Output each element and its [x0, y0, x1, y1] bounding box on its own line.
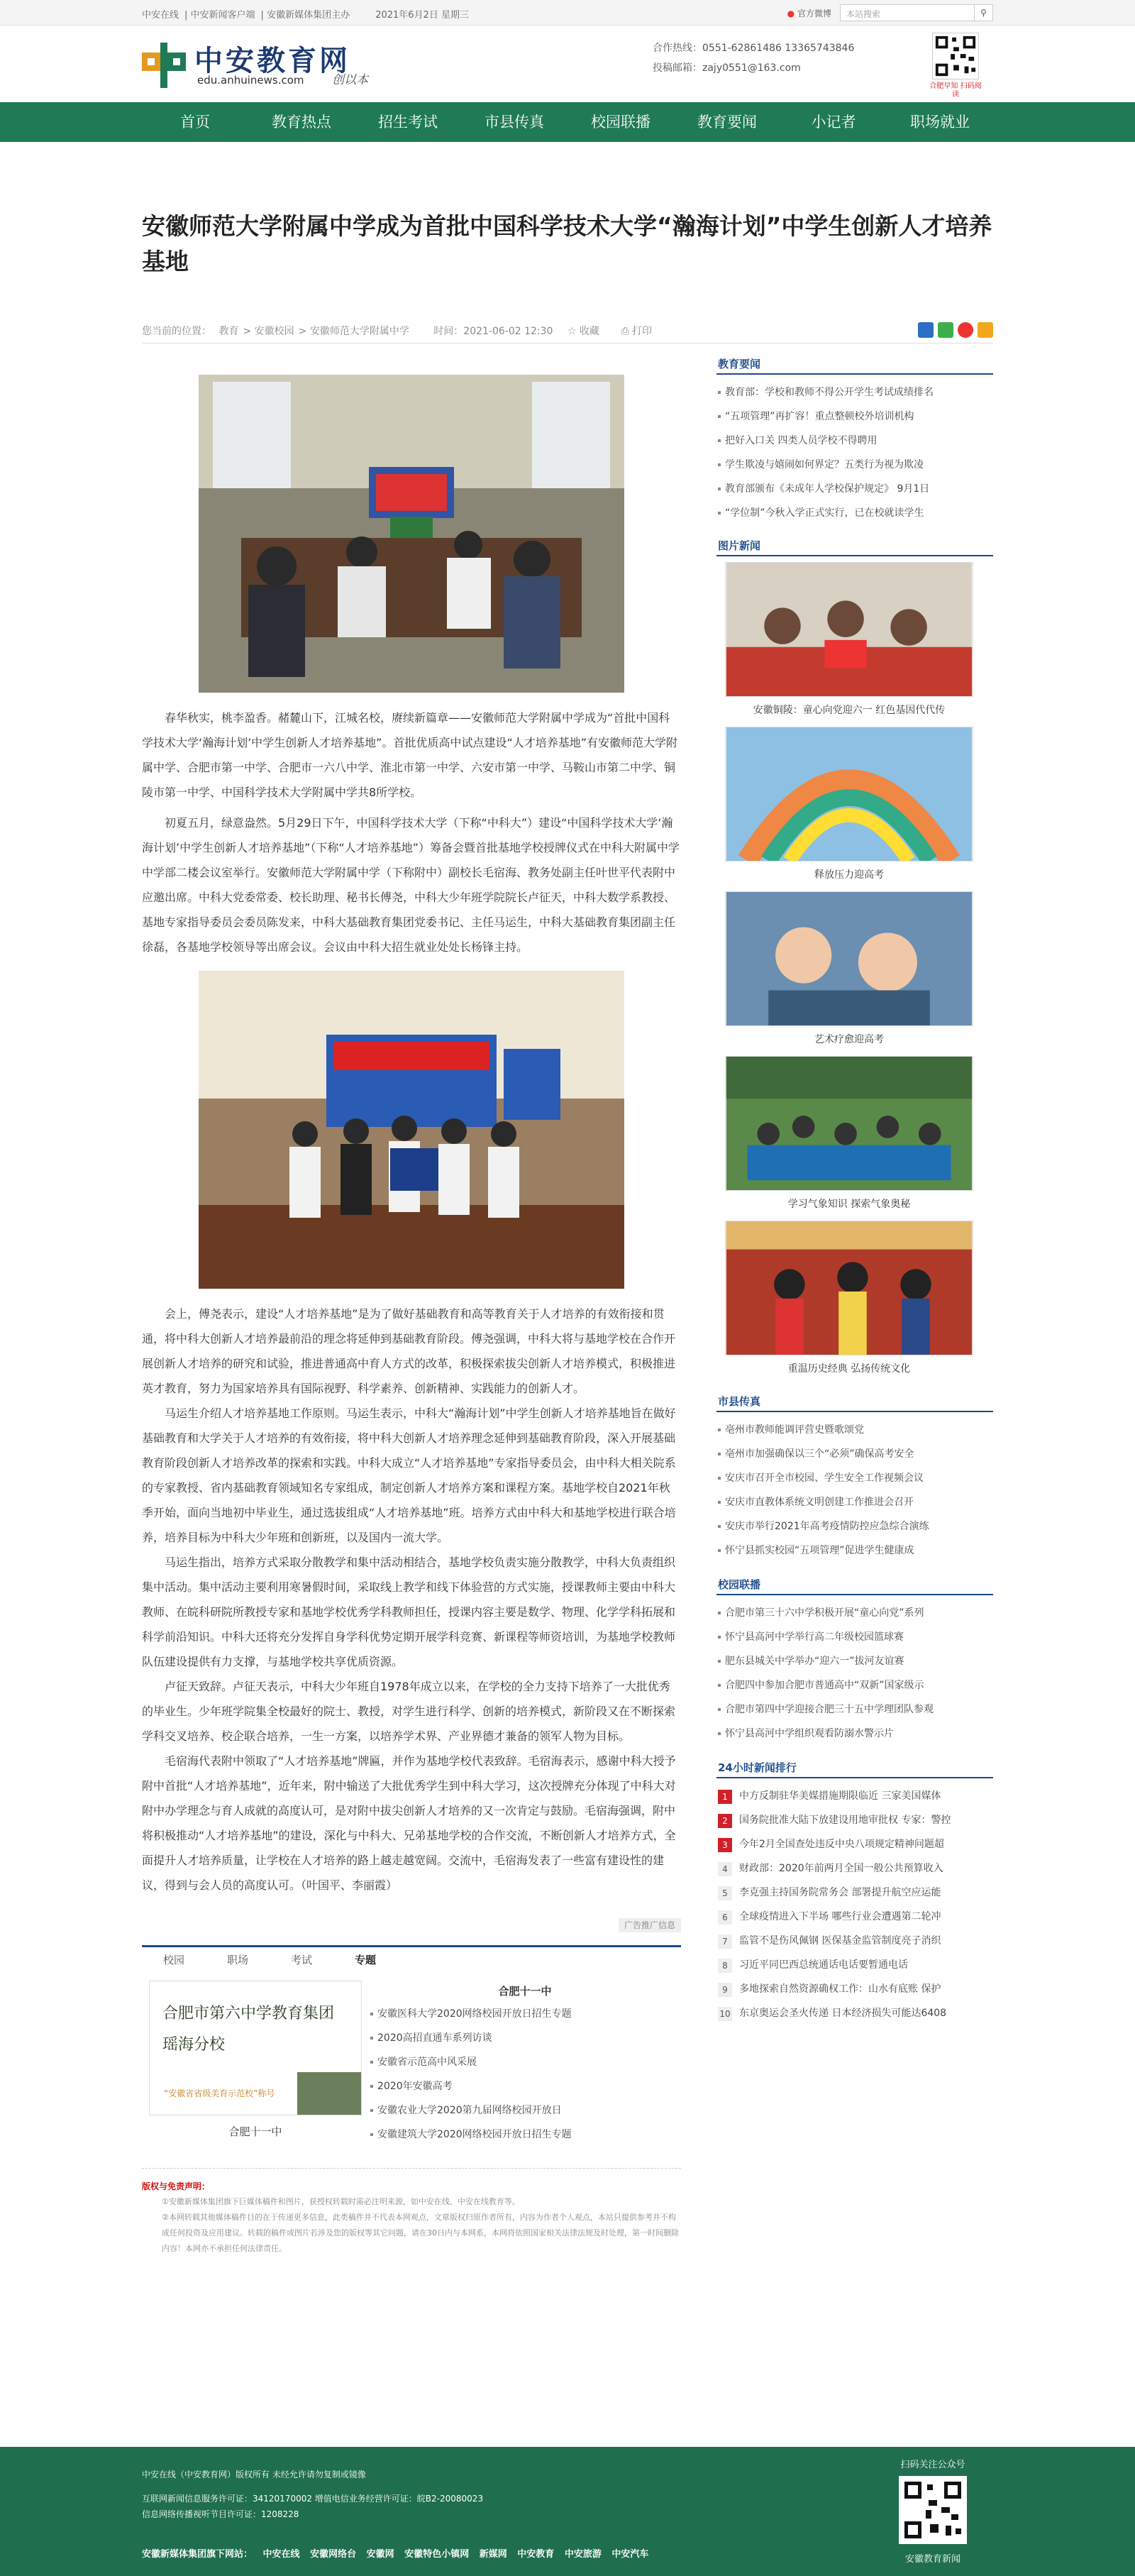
footer-line: 中安在线（中安教育网）版权所有 未经允许请勿复制或镜像 — [142, 2470, 366, 2479]
site-logo[interactable] — [142, 38, 383, 95]
topbar-link-app[interactable]: 中安新闻客户端 — [190, 10, 255, 21]
rank-item[interactable] — [716, 1856, 993, 1881]
pic-news-caption: 艺术疗愈迎高考 — [814, 1034, 884, 1045]
rank-number: 3 — [718, 1838, 732, 1852]
list-item[interactable]: “学位制”今秋入学正式实行，已在校就读学生 — [716, 501, 993, 525]
sidebar-campus-list — [716, 1601, 993, 1746]
special-item[interactable]: 2020高招直通车系列访谈 — [369, 2026, 681, 2050]
article-photo-ceremony — [199, 971, 624, 1289]
rank-number: 10 — [718, 2007, 732, 2021]
crumb-item[interactable]: 教育 — [218, 326, 239, 337]
site-header — [142, 26, 993, 102]
breadcrumb: 您当前的位置： 教育 > 安徽校园 > 安徽师范大学附属中学 时间：2021-06-02 12:30 ☆ 收藏 ⎙ 打印 — [142, 324, 660, 338]
rank-number: 4 — [718, 1862, 732, 1876]
rank-item[interactable] — [716, 1784, 993, 1808]
print-label: 打印 — [632, 326, 653, 337]
qr-code-icon — [932, 33, 979, 79]
share-plus-icon[interactable] — [918, 322, 934, 338]
rank-item[interactable] — [716, 1832, 993, 1856]
footer-link[interactable]: 安徽网 — [366, 2549, 394, 2560]
search-icon[interactable]: ⚲ — [974, 5, 992, 21]
rank-item[interactable] — [716, 2001, 993, 2025]
rank-number: 1 — [718, 1790, 732, 1804]
footer-link[interactable]: 中安旅游 — [564, 2549, 602, 2560]
site-domain: edu.anhuinews.com — [197, 74, 304, 87]
tab-career[interactable]: 职场 — [226, 1954, 248, 1966]
qr-caption: 合肥早知 扫码阅读 — [929, 82, 982, 99]
pic-news-image — [725, 1056, 973, 1191]
rank-number: 6 — [718, 1910, 732, 1925]
feature-title[interactable]: 合肥十一中 — [498, 1985, 552, 1998]
list-item[interactable]: 合肥市第四中学迎接合肥三十五中学理团队参观 — [716, 1697, 993, 1722]
list-item[interactable]: 教育部颁布《未成年人学校保护规定》 9月1日 — [716, 477, 993, 501]
article-paragraph: 马运生指出，培养方式采取分散教学和集中活动相结合，基地学校负责实施分散教学，中科大负责组织集中活动。集中活动主要利用寒暑假时间，采取线上教学和线下体验营的方式实施，授课教师主要由中科大教师、在皖科研院所教授专家和基地学校优秀学科教师担任，授课内容主要是数学、物理、化学学科拓展和科学前沿知识。中科大还将充分发挥自身学科优势定期开展学科竞赛、新课程等师资培训，为基地学校教师队伍建设提供有力支撑，与基地学校共享优质资源。 — [142, 1556, 676, 1668]
special-item[interactable]: 安徽省示范高中风采展 — [369, 2050, 681, 2074]
tab-special[interactable]: 专题 — [354, 1954, 376, 1966]
feature-image-sub: “安徽省省级美育示范校”称号 — [164, 2088, 275, 2098]
footer-links-label: 安徽新媒体集团旗下网站： — [142, 2549, 253, 2560]
share-weibo-icon[interactable] — [958, 322, 973, 338]
search-input[interactable]: 本站搜索 — [846, 9, 881, 19]
list-item[interactable]: 亳州市教师能调评营史暨歌颂党 — [716, 1418, 993, 1442]
article-paragraph: 卢征天致辞。卢征天表示，中科大少年班自1978年成立以来，在学校的全力支持下培养了一大批优秀的毕业生。少年班学院集全校最好的院士、教授，对学生进行科学、创新的培养模式，新阶段又在不断探索学科交叉培养、校企联合培养，一生一方案，以培养学术界、产业界德才兼备的领军人物为目标。 — [142, 1680, 676, 1743]
topbar-link-group[interactable]: 安徽新媒体集团主办 — [267, 10, 350, 21]
article-meta — [142, 319, 993, 343]
favorite-button[interactable]: ☆ 收藏 — [567, 326, 599, 337]
footer-link[interactable]: 中安在线 — [262, 2549, 300, 2560]
nav-news[interactable]: 教育要闻 — [697, 114, 757, 131]
footer-link[interactable]: 安徽特色小镇网 — [404, 2549, 470, 2560]
pic-news-item[interactable] — [725, 1221, 973, 1380]
content-area — [142, 343, 993, 2472]
weibo-link[interactable] — [787, 7, 831, 19]
copyright-notice — [142, 2168, 681, 2257]
crumb-item[interactable]: 安徽师范大学附属中学 — [309, 326, 409, 337]
page-body — [142, 142, 993, 2472]
rank-item[interactable] — [716, 1953, 993, 1977]
rank-text: 李克强主持国务院常务会 部署提升航空应运能 — [739, 1887, 941, 1898]
qr-code-icon — [899, 2476, 967, 2544]
weibo-icon: ● — [787, 8, 795, 18]
pic-news-image — [725, 891, 973, 1026]
special-panel — [142, 1974, 681, 2158]
list-item[interactable]: 合肥四中参加合肥市普通高中“双新”国家级示 — [716, 1673, 993, 1697]
rank-number: 2 — [718, 1814, 732, 1828]
pic-news-image — [725, 1221, 973, 1355]
footer-links — [142, 2546, 655, 2560]
nav-exam[interactable]: 招生考试 — [378, 114, 438, 131]
pic-news-item[interactable] — [725, 1056, 973, 1215]
pic-news-caption: 安徽铜陵：童心向党迎六一 红色基因代代传 — [753, 705, 946, 716]
topbar-link-zhongan[interactable]: 中安在线 — [142, 10, 179, 21]
crumb-label: 您当前的位置： — [142, 326, 211, 337]
contact-info — [653, 38, 854, 78]
site-search[interactable] — [840, 4, 993, 21]
pic-news-caption: 重温历史经典 弘扬传统文化 — [787, 1363, 911, 1375]
rank-text: 多地探索自然资源确权工作：山水有底账 保护 — [739, 1983, 941, 1995]
special-list — [369, 1981, 681, 2147]
rank-text: 今年2月全国查处违反中央八项规定精神问题超 — [739, 1839, 944, 1850]
list-item[interactable]: 把好入口关 四类人员学校不得聘用 — [716, 429, 993, 453]
list-item[interactable]: 亳州市加强确保以三个“必须”确保高考安全 — [716, 1442, 993, 1466]
footer-link[interactable]: 安徽网络台 — [310, 2549, 357, 2560]
share-bar — [918, 322, 993, 338]
weibo-label: 官方微博 — [797, 8, 831, 18]
list-item[interactable]: 怀宁县高河中学组织观看防溺水警示片 — [716, 1722, 993, 1746]
footer-info — [142, 2467, 483, 2522]
footer-link[interactable]: 中安教育 — [517, 2549, 555, 2560]
list-item[interactable]: 学生欺凌与嬉闹如何界定？五类行为视为欺凌 — [716, 453, 993, 477]
footer-line: 信息网络传播视听节目许可证：1208228 — [142, 2509, 299, 2519]
sidebar-news-list — [716, 380, 993, 525]
site-name: 中安教育网 — [194, 44, 350, 77]
rank-item[interactable] — [716, 1808, 993, 1832]
nav-campus[interactable]: 校园联播 — [591, 114, 650, 131]
rank-number: 8 — [718, 1959, 732, 1973]
logo-mark-icon — [142, 43, 186, 88]
notice-text: ②本网转载其他媒体稿件目的在于传递更多信息，此类稿件并不代表本网观点，文章版权归原作者所有，内容为作者个人观点，本站只提供参考并不构成任何投资及应用建议。转载的稿件或图片若涉及您的版权等其它问题，请在30日内与本网系，本网将依照国家相关法律法规及时处理，第一时间删除内容！本网亦不承担任何法律责任。 — [162, 2213, 679, 2253]
feature-image[interactable] — [149, 1981, 362, 2115]
footer-qr-title: 扫码关注公众号 — [900, 2460, 965, 2470]
feature-caption[interactable]: 合肥十一中 — [228, 2125, 282, 2138]
crumb-item[interactable]: 安徽校园 — [254, 326, 294, 337]
rank-text: 全球疫情进入下半场 哪些行业会遭遇第二轮冲 — [739, 1911, 941, 1922]
list-item[interactable]: 怀宁县高河中学举行高二年级校园篮球赛 — [716, 1625, 993, 1649]
tab-campus[interactable]: 校园 — [162, 1954, 184, 1966]
sidebar-rank-list — [716, 1784, 993, 2025]
list-item[interactable]: 安庆市直教体系统文明创建工作推进会召开 — [716, 1490, 993, 1514]
pic-news-image — [725, 727, 973, 862]
rank-number: 5 — [718, 1886, 732, 1900]
rank-number: 7 — [718, 1934, 732, 1949]
pic-news-item[interactable] — [725, 727, 973, 886]
article-paragraph: 春华秋实，桃李盈香。赭麓山下，江城名校，赓续新篇章——安徽师范大学附属中学成为“首批中国科学技术大学‘瀚海计划’中学生创新人才培养基地”。首批优质高中试点建设“人才培养基地”有安徽师范大学附属中学、合肥市第一中学、合肥市一六八中学、淮北市第一中学、六安市第一中学、马鞍山市第二中学、铜陵市第一中学、中国科学技术大学附属中学共8所学校。 — [142, 711, 678, 799]
notice-title: 版权与免责声明： — [142, 2181, 211, 2191]
list-item[interactable]: 安庆市举行2021年高考疫情防控应急综合演练 — [716, 1514, 993, 1539]
footer-link[interactable]: 中安汽车 — [611, 2549, 649, 2560]
publish-time: 时间：2021-06-02 12:30 — [433, 326, 553, 337]
sidebar-county-list — [716, 1418, 993, 1563]
feature-image-text: 合肥市第六中学教育集团 瑶海分校 — [162, 2005, 335, 2054]
rank-number: 9 — [718, 1983, 732, 1997]
article-body — [142, 343, 681, 2257]
rank-text: 中方反制驻华美媒措施期限临近 三家美国媒体 — [739, 1790, 941, 1802]
footer-link[interactable]: 新媒网 — [479, 2549, 507, 2560]
rank-item[interactable] — [716, 1977, 993, 2001]
list-item[interactable]: 教育部：学校和教师不得公开学生考试成绩排名 — [716, 380, 993, 404]
rank-text: 习近平同巴西总统通话电话要暂通电话 — [739, 1959, 908, 1971]
pic-news-caption: 学习气象知识 探索气象奥秘 — [787, 1199, 911, 1210]
rank-text: 财政部：2020年前两月全国一般公共预算收入 — [739, 1863, 943, 1874]
sidebar-rank-title: 24小时新闻排行 — [716, 1757, 993, 1778]
contact-email: 投稿邮箱：zajy0551@163.com — [653, 62, 801, 74]
share-star-icon[interactable] — [978, 322, 993, 338]
site-slogan: 创以本 — [332, 73, 368, 87]
pic-news-item[interactable] — [725, 891, 973, 1050]
footer-line: 互联网新闻信息服务许可证：34120170002 增值电信业务经营许可证：皖B2-20080023 — [142, 2494, 484, 2504]
special-item[interactable]: 安徽农业大学2020第九届网络校园开放日 — [369, 2098, 681, 2123]
sidebar-news-title: 教育要闻 — [716, 353, 993, 375]
sidebar-pics-title: 图片新闻 — [716, 535, 993, 556]
ad-label — [142, 1919, 681, 1931]
topbar-date: 2021年6月2日 星期三 — [375, 10, 469, 21]
article-paragraph: 毛宿海代表附中领取了“人才培养基地”牌匾，并作为基地学校代表致辞。毛宿海表示，感谢中科大授予附中首批“人才培养基地”，近年来，附中输送了大批优秀学生到中科大学习，这次授牌充分体现了中科大对附中办学理念与育人成就的高度认可，是对附中拔尖创新人才培养的又一次肯定与鼓励。毛宿海强调，附中将积极推动“人才培养基地”的建设，深化与中科大、兄弟基地学校的合作交流，不断创新人才培养方式，全面提升人才培养质量，让学校在人才培养的路上越走越宽阔。交流中，毛宿海发表了一些富有建设性的建议，得到与会人员的高度认可。（叶国平、李丽霞） — [142, 1754, 676, 1892]
pic-news-image — [725, 562, 973, 697]
sidebar-county-title: 市县传真 — [716, 1391, 993, 1412]
tab-exam[interactable]: 考试 — [290, 1954, 312, 1966]
rank-item[interactable] — [716, 1905, 993, 1929]
sidebar-campus-title: 校园联播 — [716, 1574, 993, 1595]
print-button[interactable]: ⎙ 打印 — [621, 326, 653, 337]
pic-news-item[interactable] — [725, 562, 973, 721]
list-item[interactable]: 肥东县城关中学举办“迎六一”拔河友谊赛 — [716, 1649, 993, 1673]
site-footer — [0, 2447, 1135, 2576]
list-item[interactable]: 合肥市第三十六中学积极开展“童心向党”系列 — [716, 1601, 993, 1625]
article-photo-meeting — [199, 375, 624, 693]
rank-item[interactable] — [716, 1881, 993, 1905]
article-paragraph: 马运生介绍人才培养基地工作原则。马运生表示，中科大“瀚海计划”中学生创新人才培养基地旨在做好基础教育和大学关于人才培养的有效衔接，将中科大创新人才培养理念延伸到基础教育阶段，深入开展基础教育阶段创新人才培养改革的探索和实践。中科大成立“人才培养基地”专家指导委员会，由中科大相关院系的专家教授、省内基础教育领域知名专家组成，制定创新人才培养方案和课程方案。基地学校自2021年秋季开始，面向当地初中毕业生，通过选拔组成“人才培养基地”班。培养方式由中科大和基地学校进行联合培养，培养目标为中科大少年班和创新班，以及国内一流大学。 — [142, 1407, 676, 1544]
ad-label-text: 广告推广信息 — [619, 1918, 681, 1932]
sidebar — [716, 343, 993, 2025]
favorite-label: 收藏 — [579, 326, 599, 337]
nav-home[interactable]: 首页 — [180, 114, 210, 131]
pic-news-caption: 释放压力迎高考 — [814, 869, 884, 881]
main-nav — [0, 102, 1135, 142]
list-item[interactable]: 安庆市召开全市校园、学生安全工作视频会议 — [716, 1466, 993, 1490]
share-wechat-icon[interactable] — [938, 322, 953, 338]
article-paragraph: 初夏五月，绿意盎然。5月29日下午，中国科学技术大学（下称“中科大”）建设“中国科学技术大学‘瀚海计划’中学生创新人才培养基地”（下称“人才培养基地”）筹备会暨首批基地学校授牌仪式在中科大附属中学中学部二楼会议室举行。安徽师范大学附属中学（下称附中）副校长毛宿海、教务处副主任叶世平代表附中应邀出席。中科大党委常委、校长助理、秘书长傅尧，中科大少年班学院院长卢征天，中科大数学系教授、基地专家指导委员会委员陈发来，中科大基础教育集团党委书记、主任马运生，中科大基础教育集团副主任徐磊，各基地学校领导等出席会议。会议由中科大招生就业处处长杨锋主持。 — [142, 816, 680, 954]
rank-text: 东京奥运会圣火传递 日本经济损失可能达6408 — [739, 2008, 947, 2019]
nav-reporter[interactable]: 小记者 — [811, 114, 856, 131]
rank-text: 监管不是伤风佩钢 医保基金监管制度亮子消织 — [739, 1935, 941, 1947]
list-item[interactable]: “五项管理”再扩容！重点整顿校外培训机构 — [716, 404, 993, 429]
top-bar: 中安在线 | 中安新闻客户端 | 安徽新媒体集团主办 2021年6月2日 星期三 ● 官方微博 本站搜索 ⚲ — [0, 0, 1135, 26]
nav-county[interactable]: 市县传真 — [485, 114, 544, 131]
nav-hot[interactable]: 教育热点 — [272, 114, 331, 131]
rank-item[interactable] — [716, 1929, 993, 1953]
article-paragraph: 会上，傅尧表示，建设“人才培养基地”是为了做好基础教育和高等教育关于人才培养的有效衔接和贯通，将中科大创新人才培养最前沿的理念将延伸到基础教育阶段。傅尧强调，中科大将与基地学校在合作开展创新人才培养的研究和试验，推进普通高中育人方式的改革，积极探索拔尖创新人才培养模式，积极推进英才教育，努力为国家培养具有国际视野、科学素养、创新精神、实践能力的创新人才。 — [142, 1307, 676, 1395]
footer-qr-caption: 安徽教育新闻 — [904, 2554, 960, 2565]
footer-qr — [894, 2457, 972, 2565]
contact-phone: 合作热线：0551-62861486 13365743846 — [653, 43, 855, 54]
special-item[interactable]: 安徽建筑大学2020网络校园开放日招生专题 — [369, 2123, 681, 2147]
nav-career[interactable]: 职场就业 — [910, 114, 970, 131]
header-qr — [926, 33, 985, 99]
list-item[interactable]: 怀宁县抓实校园“五项管理”促进学生健康成 — [716, 1539, 993, 1563]
bottom-tabs — [142, 1945, 681, 1974]
special-item[interactable]: 2020年安徽高考 — [369, 2074, 681, 2098]
rank-text: 国务院批准大陆下放建设用地审批权 专家：警控 — [739, 1815, 951, 1826]
article-title: 安徽师范大学附属中学成为首批中国科学技术大学“瀚海计划”中学生创新人才培养基地 — [142, 212, 992, 275]
special-item[interactable]: 安徽医科大学2020网络校园开放日招生专题 — [369, 2002, 681, 2026]
notice-text: ①安徽新媒体集团旗下巨媒体稿件和图片，获授权转载时需必注明来源，如中安在线、中安在线教育等。 — [162, 2197, 520, 2206]
